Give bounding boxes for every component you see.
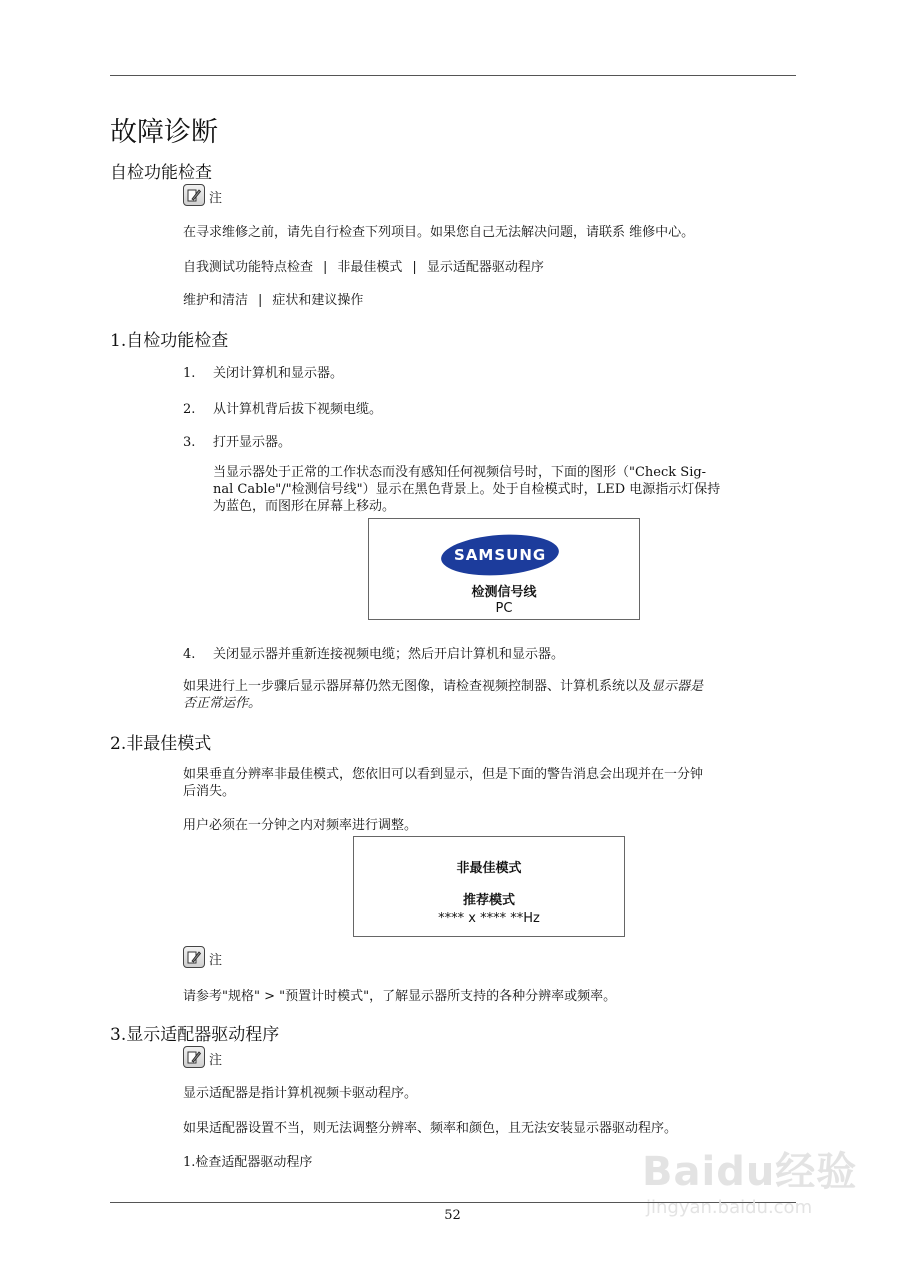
resolution-text: **** x **** **Hz [438, 911, 540, 926]
note-label: 注 [209, 191, 223, 206]
note-label: 注 [209, 953, 223, 968]
note [183, 946, 222, 968]
step-3: 3. 打开显示器。 [183, 435, 292, 450]
note [183, 1046, 222, 1068]
section1-after-text: 如果进行上一步骤后显示器屏幕仍然无图像，请检查视频控制器、计算机系统以及显示器是 否正常运作。 [183, 679, 704, 711]
section3-sub: 1.检查适配器驱动程序 [183, 1155, 313, 1170]
step3-detail: 当显示器处于正常的工作状态而没有感知任何视频信号时，下面的图形（"Check Sig- nal Cable"/"检测信号线"）显示在黑色背景上。处于自检模式时，LED 电源指示灯保持 为蓝色，而图形在屏幕上移动。 [213, 465, 721, 514]
section-selftest-heading: 自检功能检查 [110, 163, 212, 183]
check-signal-box [368, 518, 640, 620]
section3-para1: 显示适配器是指计算机视频卡驱动程序。 [183, 1086, 418, 1101]
watermark-logo: Baidu经验 [642, 1149, 858, 1195]
note-label: 注 [209, 1053, 223, 1068]
step-2: 2. 从计算机背后拔下视频电缆。 [183, 402, 383, 417]
page-number: 52 [444, 1208, 461, 1223]
link-selftest[interactable]: 自我测试功能特点检查 [183, 260, 314, 275]
links-row-2 [183, 292, 363, 309]
italic-text: 否正常运作。 [183, 696, 262, 711]
note [183, 184, 222, 206]
link-symptoms[interactable]: 症状和建议操作 [272, 293, 364, 308]
section3-para2: 如果适配器设置不当，则无法调整分辨率、频率和颜色，且无法安装显示器驱动程序。 [183, 1121, 678, 1136]
section2-note-text: 请参考"规格" > "预置计时模式"，了解显示器所支持的各种分辨率或频率。 [183, 989, 617, 1004]
page-title: 故障诊断 [110, 117, 218, 148]
link-separator: | [258, 293, 263, 308]
section3-heading: 3.显示适配器驱动程序 [110, 1025, 280, 1045]
samsung-logo: SAMSUNG [440, 531, 561, 579]
link-maintenance[interactable]: 维护和清洁 [183, 293, 249, 308]
top-rule [110, 75, 796, 76]
note-icon [183, 184, 205, 206]
section2-para2: 用户必须在一分钟之内对频率进行调整。 [183, 818, 418, 833]
section2-para: 如果垂直分辨率非最佳模式，您依旧可以看到显示，但是下面的警告消息会出现并在一分钟 后消失。 [183, 767, 704, 799]
step-4: 4. 关闭显示器并重新连接视频电缆；然后开启计算机和显示器。 [183, 647, 565, 662]
section1-heading: 1.自检功能检查 [110, 331, 229, 351]
note-icon [183, 946, 205, 968]
link-separator: | [323, 260, 328, 275]
watermark-url: jingyan.baidu.com [646, 1197, 813, 1218]
nonoptimal-text: 非最佳模式 [456, 861, 522, 876]
pc-text: PC [495, 601, 513, 616]
note-icon [183, 1046, 205, 1068]
check-signal-text: 检测信号线 [471, 585, 537, 600]
nonoptimal-mode-box [353, 836, 625, 937]
italic-text: 显示器是 [651, 679, 704, 694]
intro-text: 在寻求维修之前，请先自行检查下列项目。如果您自己无法解决问题，请联系 维修中心。 [183, 225, 695, 240]
section2-heading: 2.非最佳模式 [110, 734, 212, 754]
link-separator: | [412, 260, 417, 275]
watermark [642, 1140, 857, 1218]
links-row-1 [183, 259, 544, 276]
link-nonoptimal[interactable]: 非最佳模式 [337, 260, 403, 275]
recommended-text: 推荐模式 [462, 893, 515, 908]
step-1: 1. 关闭计算机和显示器。 [183, 366, 344, 381]
link-driver[interactable]: 显示适配器驱动程序 [426, 260, 544, 275]
